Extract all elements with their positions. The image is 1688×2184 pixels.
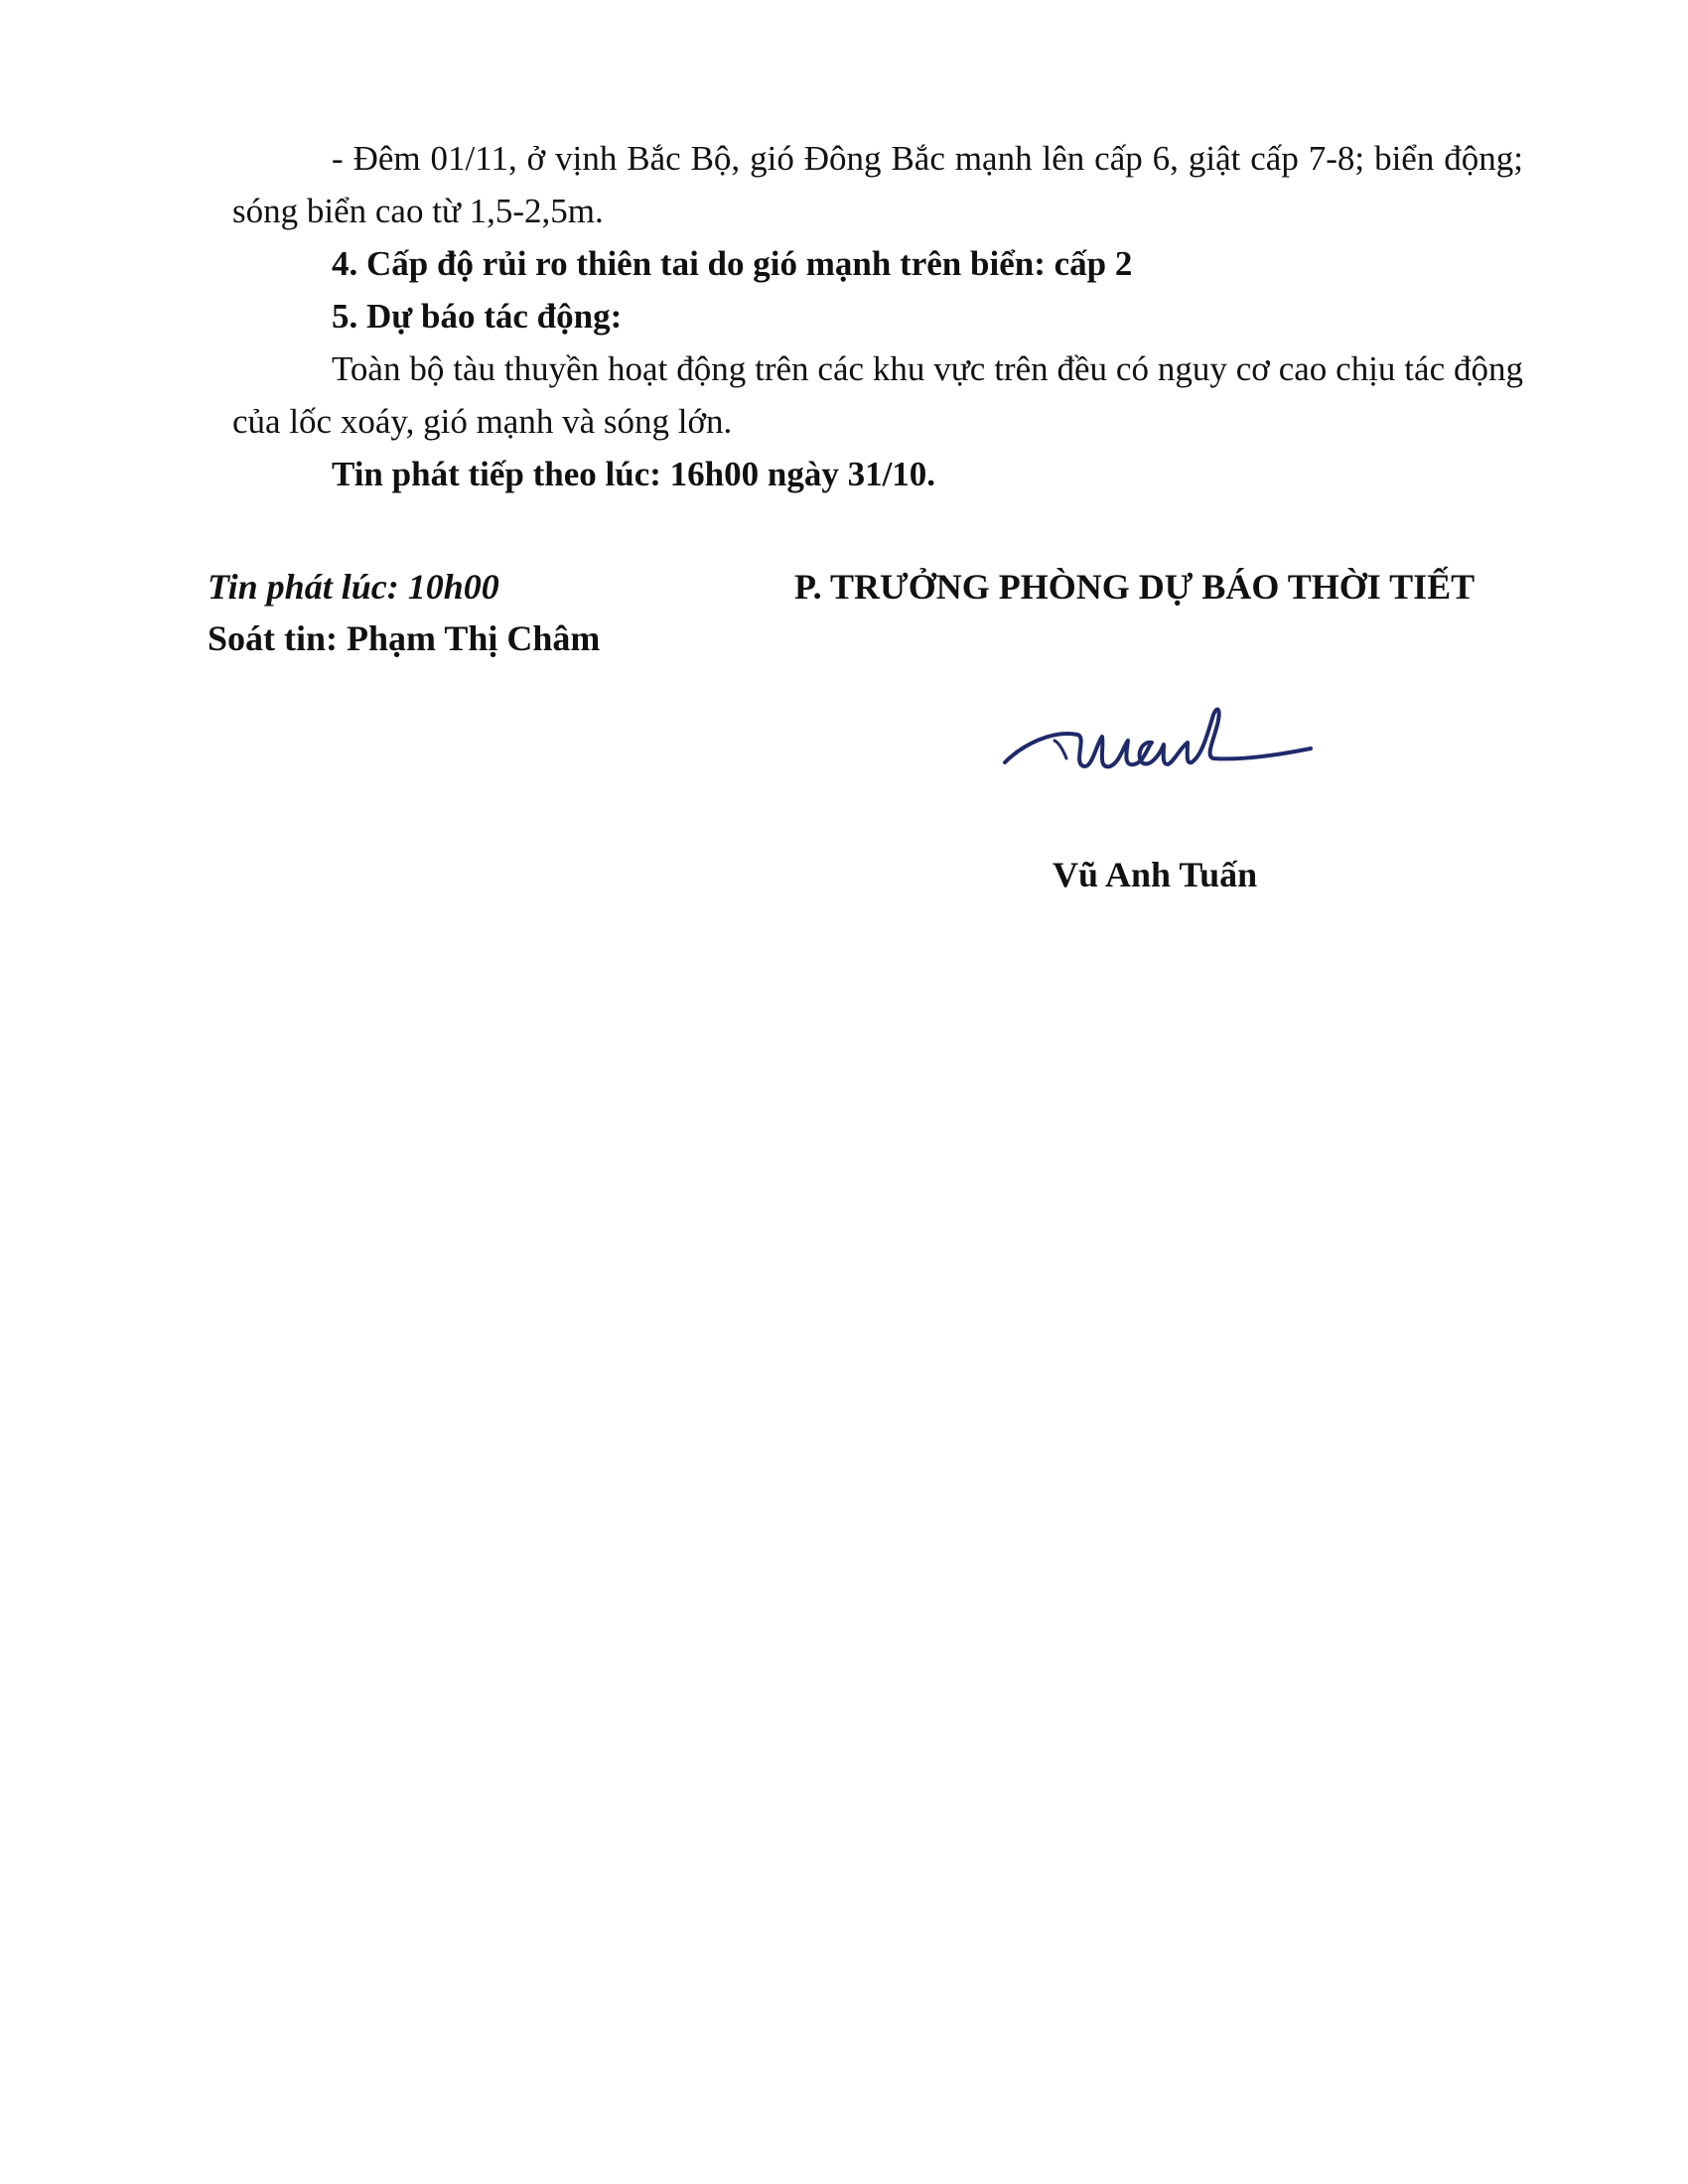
issued-time: Tin phát lúc: 10h00	[208, 567, 499, 607]
paragraph-impact: Toàn bộ tàu thuyền hoạt động trên các khu vực trên đều có nguy cơ cao chịu tác động của lốc xoáy, gió mạnh và sóng lớn.	[232, 349, 1523, 441]
paragraph-forecast-night: - Đêm 01/11, ở vịnh Bắc Bộ, gió Đông Bắc mạnh lên cấp 6, giật cấp 7-8; biển động; sóng biển cao từ 1,5-2,5m.	[232, 139, 1523, 230]
body-text	[232, 132, 1523, 500]
heading-risk-level: 4. Cấp độ rủi ro thiên tai do gió mạnh trên biển: cấp 2	[332, 244, 1133, 283]
next-bulletin-notice: Tin phát tiếp theo lúc: 16h00 ngày 31/10.	[332, 455, 936, 493]
checked-by: Soát tin: Phạm Thị Châm	[208, 618, 601, 658]
handwritten-signature	[993, 675, 1321, 784]
issuance-block	[208, 561, 600, 664]
heading-impact-forecast: 5. Dự báo tác động:	[332, 297, 623, 336]
signer-name: Vũ Anh Tuấn	[1053, 855, 1258, 894]
signer-title: P. TRƯỞNG PHÒNG DỰ BÁO THỜI TIẾT	[794, 567, 1476, 607]
